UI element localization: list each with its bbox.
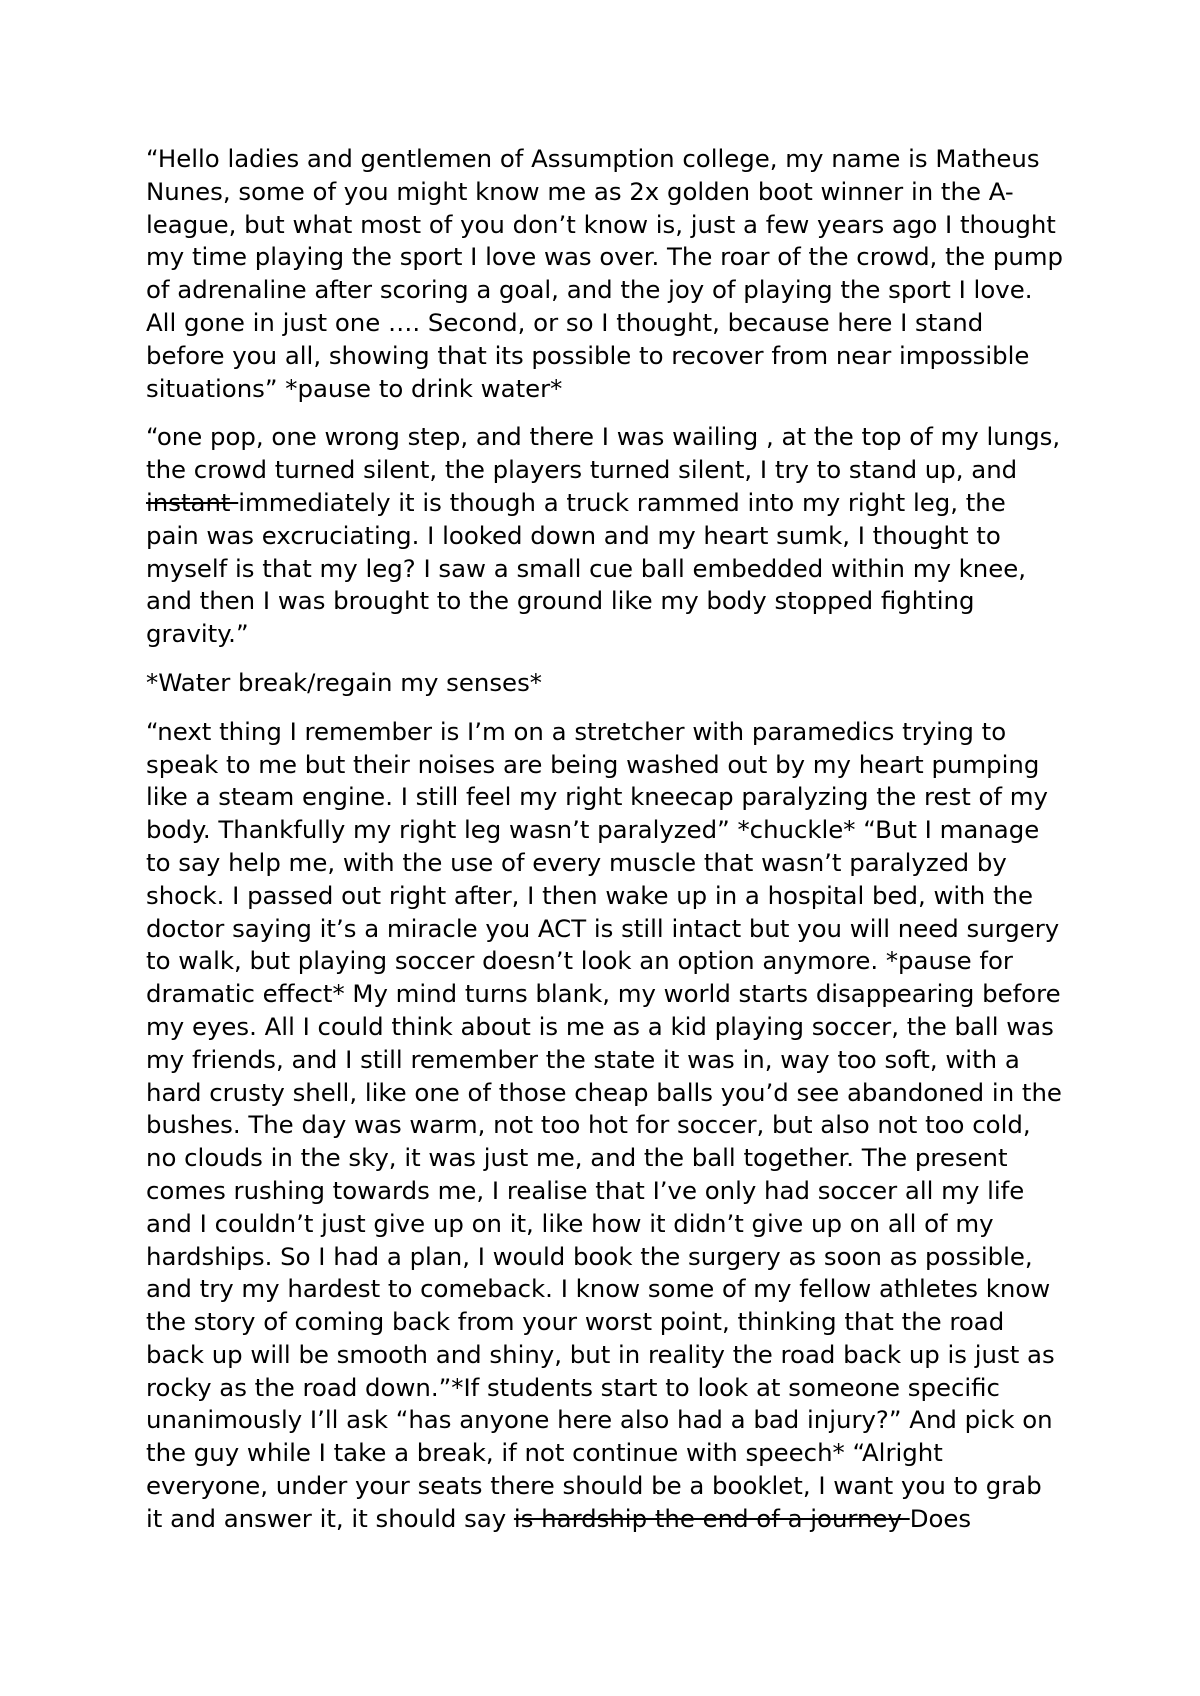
text-segment: gravity.” (146, 619, 249, 649)
text-segment: and then I was brought to the ground like my body stopped fighting (146, 586, 975, 616)
text-line (146, 1306, 1076, 1339)
text-segment: comes rushing towards me, I realise that I’ve only had soccer all my life (146, 1175, 1025, 1205)
text-segment: the crowd turned silent, the players turned silent, I try to stand up, and (146, 455, 1018, 485)
text-line (146, 1273, 1076, 1306)
text-line (146, 143, 1076, 176)
text-line (146, 274, 1076, 307)
text-segment: situations” *pause to drink water* (146, 373, 563, 403)
text-segment: pain was excruciating. I looked down and my heart sumk, I thought to (146, 520, 1001, 550)
text-segment: Nunes, some of you might know me as 2x golden boot winner in the A- (146, 176, 1014, 206)
text-segment: dramatic effect* My mind turns blank, my world starts disappearing before (146, 979, 1061, 1009)
text-segment: it and answer it, it should say (146, 1503, 514, 1533)
text-segment: hard crusty shell, like one of those cheap balls you’d see abandoned in the (146, 1077, 1062, 1107)
text-segment: doctor saying it’s a miracle you ACT is still intact but you will need surgery (146, 913, 1060, 943)
text-line (146, 1109, 1076, 1142)
text-segment: “Hello ladies and gentlemen of Assumption college, my name is Matheus (146, 144, 1040, 173)
text-segment: and try my hardest to comeback. I know some of my fellow athletes know (146, 1274, 1051, 1304)
text-segment: Does (909, 1503, 972, 1533)
text-segment: back up will be smooth and shiny, but in reality the road back up is just as (146, 1339, 1055, 1369)
text-line (146, 945, 1076, 978)
text-line (146, 373, 1076, 406)
paragraph-spacing (146, 651, 1076, 667)
text-line (146, 1044, 1076, 1077)
text-line (146, 553, 1076, 586)
text-line (146, 1470, 1076, 1503)
text-line (146, 1241, 1076, 1274)
text-line (146, 749, 1076, 782)
text-line (146, 241, 1076, 274)
text-line (146, 1404, 1076, 1437)
text-segment: speak to me but their noises are being washed out by my heart pumping (146, 749, 1040, 779)
text-segment: unanimously I’ll ask “has anyone here also had a bad injury?” And pick on (146, 1405, 1053, 1435)
text-line (146, 454, 1076, 487)
text-line (146, 421, 1076, 454)
text-line (146, 667, 1076, 700)
text-line (146, 847, 1076, 880)
text-line (146, 1142, 1076, 1175)
text-line (146, 1077, 1076, 1110)
text-segment: my eyes. All I could think about is me as a kid playing soccer, the ball was (146, 1011, 1054, 1041)
text-segment: everyone, under your seats there should be a booklet, I want you to grab (146, 1471, 1042, 1501)
text-segment: myself is that my leg? I saw a small cue ball embedded within my knee, (146, 553, 1027, 583)
text-line (146, 1175, 1076, 1208)
text-line (146, 1339, 1076, 1372)
text-line (146, 520, 1076, 553)
paragraph-spacing (146, 405, 1076, 421)
text-segment: to say help me, with the use of every muscle that wasn’t paralyzed by (146, 847, 1007, 877)
text-segment: “one pop, one wrong step, and there I was wailing , at the top of my lungs, (146, 422, 1061, 452)
text-segment: *Water break/regain my senses* (146, 667, 542, 697)
speech-text (146, 143, 1076, 1536)
text-segment: of adrenaline after scoring a goal, and the joy of playing the sport I love. (146, 275, 1033, 305)
text-line (146, 716, 1076, 749)
text-line (146, 1372, 1076, 1405)
text-segment: “next thing I remember is I’m on a stretcher with paramedics trying to (146, 716, 1007, 746)
paragraph (146, 667, 1076, 700)
text-segment: before you all, showing that its possible to recover from near impossible (146, 340, 1030, 370)
paragraph (146, 716, 1076, 1536)
text-segment: the guy while I take a break, if not continue with speech* “Alright (146, 1438, 943, 1468)
text-line (146, 814, 1076, 847)
text-line (146, 209, 1076, 242)
text-segment: like a steam engine. I still feel my right kneecap paralyzing the rest of my (146, 782, 1048, 812)
text-line (146, 1208, 1076, 1241)
text-line (146, 618, 1076, 651)
text-line (146, 340, 1076, 373)
text-line (146, 781, 1076, 814)
text-segment: to walk, but playing soccer doesn’t look an option anymore. *pause for (146, 946, 1013, 976)
text-line (146, 1503, 1076, 1536)
text-segment: my time playing the sport I love was over. The roar of the crowd, the pump (146, 242, 1064, 272)
text-line (146, 1437, 1076, 1470)
text-segment: body. Thankfully my right leg wasn’t paralyzed” *chuckle* “But I manage (146, 815, 1040, 845)
text-line (146, 880, 1076, 913)
text-line (146, 487, 1076, 520)
text-segment: hardships. So I had a plan, I would book the surgery as soon as possible, (146, 1241, 1033, 1271)
text-segment: the story of coming back from your worst point, thinking that the road (146, 1307, 1005, 1337)
text-segment: and I couldn’t just give up on it, like how it didn’t give up on all of my (146, 1208, 994, 1238)
text-line (146, 913, 1076, 946)
paragraph (146, 143, 1076, 405)
text-line (146, 978, 1076, 1011)
text-line (146, 1011, 1076, 1044)
text-segment: immediately it is though a truck rammed into my right leg, the (238, 487, 1006, 517)
text-segment: rocky as the road down.”*If students start to look at someone specific (146, 1372, 1000, 1402)
text-segment: All gone in just one …. Second, or so I thought, because here I stand (146, 307, 984, 337)
text-segment: league, but what most of you don’t know is, just a few years ago I thought (146, 209, 1056, 239)
struck-text: is hardship the end of a journey (513, 1503, 910, 1533)
text-line (146, 585, 1076, 618)
paragraph (146, 421, 1076, 651)
text-segment: shock. I passed out right after, I then wake up in a hospital bed, with the (146, 880, 1033, 910)
text-line (146, 176, 1076, 209)
struck-text: instant (146, 487, 239, 517)
text-line (146, 307, 1076, 340)
text-segment: no clouds in the sky, it was just me, and the ball together. The present (146, 1143, 1008, 1173)
text-segment: bushes. The day was warm, not too hot for soccer, but also not too cold, (146, 1110, 1031, 1140)
text-segment: my friends, and I still remember the state it was in, way too soft, with a (146, 1044, 1020, 1074)
paragraph-spacing (146, 700, 1076, 716)
